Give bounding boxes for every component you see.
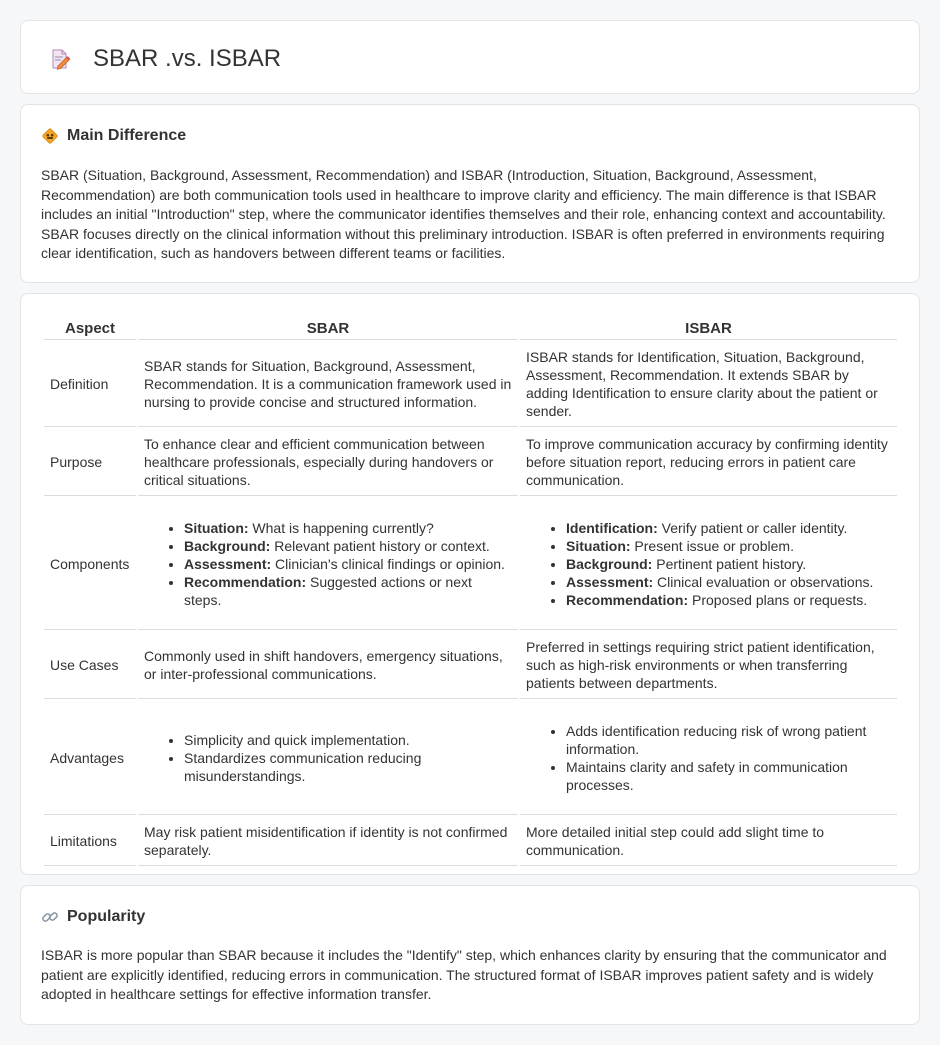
isbar-cell: Preferred in settings requiring strict patient identification, such as high-risk environments or when transferring patients between departments. (520, 632, 897, 699)
list-item: • Adds identification reducing risk of wrong patient information. (566, 722, 891, 758)
list-item: • Recommendation: Suggested actions or next steps. (184, 573, 512, 609)
popularity-text: ISBAR is more popular than SBAR because it includes the "Identify" step, which enhances clarity by ensuring that the communicator and patient are explicitly identified, reducing errors in communication. The structured format of ISBAR improves patient safety and is widely adopted in healthcare settings for effective information transfer. (41, 947, 887, 1003)
sbar-cell: To enhance clear and efficient communication between healthcare professionals, especially during handovers or critical situations. (138, 429, 518, 496)
table-row-definition (44, 342, 897, 427)
sbar-cell: SBAR stands for Situation, Background, Assessment, Recommendation. It is a communication framework used in nursing to provide concise and structured information. (138, 342, 518, 427)
list-item: • Background: Pertinent patient history. (566, 555, 891, 573)
main-difference-text: SBAR (Situation, Background, Assessment, Recommendation) and ISBAR (Introduction, Situation, Background, Assessment, Recommendation) are both communication tools used in healthcare to improve clarity and efficiency. The main difference is that ISBAR includes an initial "Introduction" step, where the communicator identifies themselves and their role, enhancing context and accountability. SBAR focuses directly on the clinical information without this preliminary introduction. ISBAR is often preferred in environments requiring clear identification, such as handovers between different teams or facilities. (41, 167, 886, 262)
sbar-cell: May risk patient misidentification if identity is not confirmed separately. (138, 817, 518, 866)
aspect-cell: Use Cases (44, 632, 136, 699)
sbar-cell (138, 701, 518, 815)
table-header-row (44, 316, 897, 340)
popularity-heading: Popularity (67, 908, 146, 925)
isbar-cell: To improve communication accuracy by confirming identity before situation report, reducing errors in patient care communication. (520, 429, 897, 496)
list-item: • Assessment: Clinical evaluation or observations. (566, 573, 891, 591)
isbar-components-list (526, 519, 891, 609)
header-sbar: SBAR (138, 316, 518, 340)
isbar-advantages-list (526, 722, 891, 794)
list-item: • Situation: What is happening currently? (184, 519, 512, 537)
list-item: • Background: Relevant patient history or context. (184, 537, 512, 555)
list-item: • Simplicity and quick implementation. (184, 731, 512, 749)
table-row-advantages (44, 701, 897, 815)
popularity-header (41, 908, 145, 926)
table-row-limitations (44, 817, 897, 866)
list-item: • Recommendation: Proposed plans or requests. (566, 591, 891, 609)
aspect-cell: Components (44, 498, 136, 630)
sbar-cell: Commonly used in shift handovers, emergency situations, or inter-professional communications. (138, 632, 518, 699)
page-title: SBAR .vs. ISBAR (93, 45, 282, 72)
header-isbar: ISBAR (520, 316, 897, 340)
link-icon (41, 908, 59, 926)
table-row-use-cases (44, 632, 897, 699)
isbar-cell: ISBAR stands for Identification, Situation, Background, Assessment, Recommendation. It extends SBAR by adding Identification to ensure clarity about the patient or sender. (520, 342, 897, 427)
comparison-table-card (20, 293, 920, 875)
main-difference-heading: Main Difference (67, 127, 187, 144)
isbar-cell (520, 701, 897, 815)
isbar-cell (520, 498, 897, 630)
list-item: • Identification: Verify patient or caller identity. (566, 519, 891, 537)
isbar-cell: More detailed initial step could add slight time to communication. (520, 817, 897, 866)
main-difference-header (41, 127, 186, 145)
comparison-table (42, 314, 899, 868)
aspect-cell: Advantages (44, 701, 136, 815)
title-card (20, 20, 920, 94)
sbar-components-list (144, 519, 512, 609)
list-item: • Situation: Present issue or problem. (566, 537, 891, 555)
list-item: • Assessment: Clinician's clinical findings or opinion. (184, 555, 512, 573)
warning-diamond-icon (41, 127, 59, 145)
table-row-purpose (44, 429, 897, 496)
sbar-cell (138, 498, 518, 630)
aspect-cell: Definition (44, 342, 136, 427)
aspect-cell: Purpose (44, 429, 136, 496)
list-item: • Standardizes communication reducing misunderstandings. (184, 749, 512, 785)
table-row-components (44, 498, 897, 630)
sbar-advantages-list (144, 731, 512, 785)
main-difference-card (20, 104, 920, 283)
list-item: • Maintains clarity and safety in communication processes. (566, 758, 891, 794)
popularity-card (20, 885, 920, 1025)
aspect-cell: Limitations (44, 817, 136, 866)
header-aspect: Aspect (44, 316, 136, 340)
document-edit-icon (49, 48, 71, 70)
